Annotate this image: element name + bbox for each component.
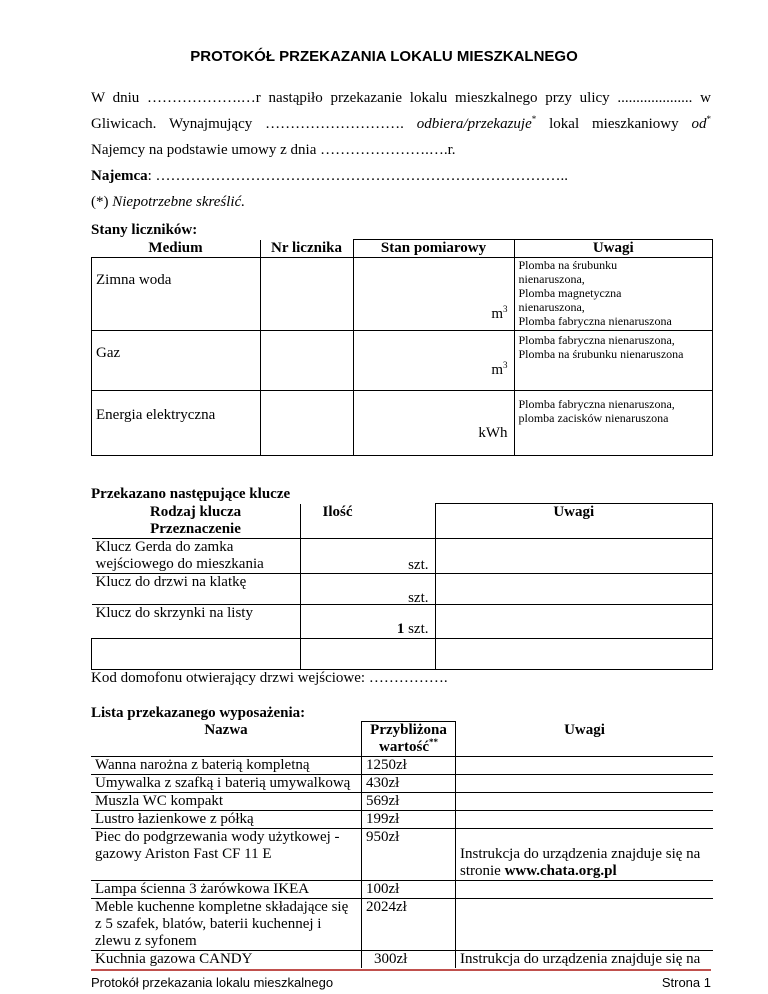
meters-table [91,239,713,456]
equipment-name: Piec do podgrzewania wody użytkowej - gazowy Ariston Fast CF 11 E [91,829,362,881]
equipment-row [91,899,713,951]
equipment-note [456,899,714,951]
key-qty: szt. [300,538,435,573]
equipment-name: Meble kuchenne kompletne składające się z 5 szafek, blatów, baterii kuchennej i zlewu z syfonem [91,899,362,951]
meters-section-title: Stany liczników: [91,222,198,238]
meter-number [260,391,353,456]
key-row [92,573,713,604]
meter-reading [353,258,514,331]
equipment-name: Muszla WC kompakt [91,793,362,811]
equipment-name: Lustro łazienkowe z półką [91,811,362,829]
equipment-name: Wanna narożna z baterią kompletną [91,757,362,775]
meter-unit: $m^3$ [491,360,508,378]
intro-line-3: Najemcy na podstawie umowy z dnia ………………….….r. [91,142,456,158]
equipment-row [91,793,713,811]
equipment-value: 569zł [362,793,456,811]
keys-section-title: Przekazano następujące klucze [91,486,291,502]
footnote-text: Niepotrzebne skreślić. [112,194,246,210]
intro-line-2 [91,111,711,137]
equipment-value: 199zł [362,811,456,829]
meter-row [92,331,713,391]
key-notes [435,573,713,604]
keys-header-type: Rodzaj klucza Przeznaczenie [92,504,301,539]
intro-line-1: W dniu ……………….…r nastąpiło przekazanie lokalu mieszkalnego przy ulicy .................... w [91,90,711,106]
equipment-note [456,757,714,775]
intro-direction: od [691,116,707,132]
meter-unit: kWh [478,425,508,441]
key-notes [435,638,713,669]
key-name: Klucz do skrzynki na listy [92,604,301,638]
meter-notes: Plomba fabryczna nienaruszona, plomba zacisków nienaruszona [514,391,713,456]
footer-page-number: Strona 1 [661,975,711,990]
equipment-row [91,775,713,793]
meter-medium: Zimna woda [92,258,261,331]
equipment-note: Instrukcja do urządzenia znajduje się na stronie www.chata.org.pl [456,829,714,881]
meter-row [92,258,713,331]
key-row [92,604,713,638]
equipment-table [91,721,713,968]
meter-medium: Energia elektryczna [92,391,261,456]
equipment-note [456,775,714,793]
equipment-value: 1250zł [362,757,456,775]
najemca-label: Najemca [91,168,148,184]
meter-reading [353,391,514,456]
meters-header-row [92,240,713,258]
equipment-row [91,811,713,829]
meter-notes: Plomba na śrubunku nienaruszona, Plomba magnetyczna nienaruszona, Plomba fabryczna nienaruszona [514,258,713,331]
key-name: Klucz Gerda do zamka wejściowego do mieszkania [92,538,301,573]
key-name [92,638,301,669]
intro-action: odbiera/przekazuje [416,116,532,132]
page-title: PROTOKÓŁ PRZEKAZANIA LOKALU MIESZKALNEGO [190,48,578,65]
equipment-note [456,811,714,829]
equipment-name: Umywalka z szafką i baterią umywalkową [91,775,362,793]
intro-line-2-text-b: lokal mieszkaniowy [549,116,679,132]
equipment-row [91,829,713,881]
meter-row [92,391,713,456]
keys-header-qty: Ilość [300,504,435,539]
najemca-line [91,163,711,189]
footnote [91,189,711,215]
meter-reading [353,331,514,391]
equipment-header-notes: Uwagi [456,722,714,757]
equipment-value: 300zł [362,951,456,969]
meters-header-reading: Stan pomiarowy [353,240,514,258]
footnote-star-2: * [706,114,712,124]
key-qty-num: 1 [396,620,405,637]
meter-number [260,331,353,391]
meters-header-medium: Medium [92,240,261,258]
key-qty [300,638,435,669]
key-notes [435,604,713,638]
key-qty: 1 szt. [300,604,435,638]
key-row-empty [92,638,713,669]
footer-document-name: Protokół przekazania lokalu mieszkalnego [91,975,334,990]
footer-rule [91,969,711,971]
equipment-name: Lampa ścienna 3 żarówkowa IKEA [91,881,362,899]
equipment-row [91,951,713,969]
equipment-note: Instrukcja do urządzenia znajduje się na [456,951,714,969]
key-name: Klucz do drzwi na klatkę [92,573,301,604]
meter-medium: Gaz [92,331,261,391]
footnote-star: * [531,114,537,124]
equipment-name: Kuchnia gazowa CANDY [91,951,362,969]
meter-notes: Plomba fabryczna nienaruszona, Plomba na śrubunku nienaruszona [514,331,713,391]
key-qty: szt. [300,573,435,604]
footnote-mark: (*) [91,194,109,210]
keys-table [91,503,713,670]
meter-number [260,258,353,331]
najemca-value: : ……………………………………………………………………….. [147,168,569,184]
key-notes [435,538,713,573]
equipment-row [91,881,713,899]
equipment-header-name: Nazwa [91,722,362,757]
meter-unit: $m^3$ [491,304,508,322]
equipment-header-value: Przybliżona wartość** [362,722,456,757]
equipment-note [456,793,714,811]
key-row [92,538,713,573]
equipment-section-title: Lista przekazanego wyposażenia: [91,705,306,721]
equipment-value: 2024zł [362,899,456,951]
equipment-value: 950zł [362,829,456,881]
meters-header-notes: Uwagi [514,240,713,258]
keys-header-notes: Uwagi [435,504,713,539]
equipment-value: 430zł [362,775,456,793]
equipment-header-row [91,722,713,757]
equipment-note [456,881,714,899]
equipment-value: 100zł [362,881,456,899]
equipment-row [91,757,713,775]
intercom-code-line: Kod domofonu otwierający drzwi wejściowe: ……………. [91,670,448,686]
keys-header-row [92,504,713,539]
intro-line-2-text: Gliwicach. Wynajmujący ………………………. [91,116,404,132]
chata-link[interactable]: www.chata.org.pl [504,863,617,879]
meters-header-number: Nr licznika [260,240,353,258]
